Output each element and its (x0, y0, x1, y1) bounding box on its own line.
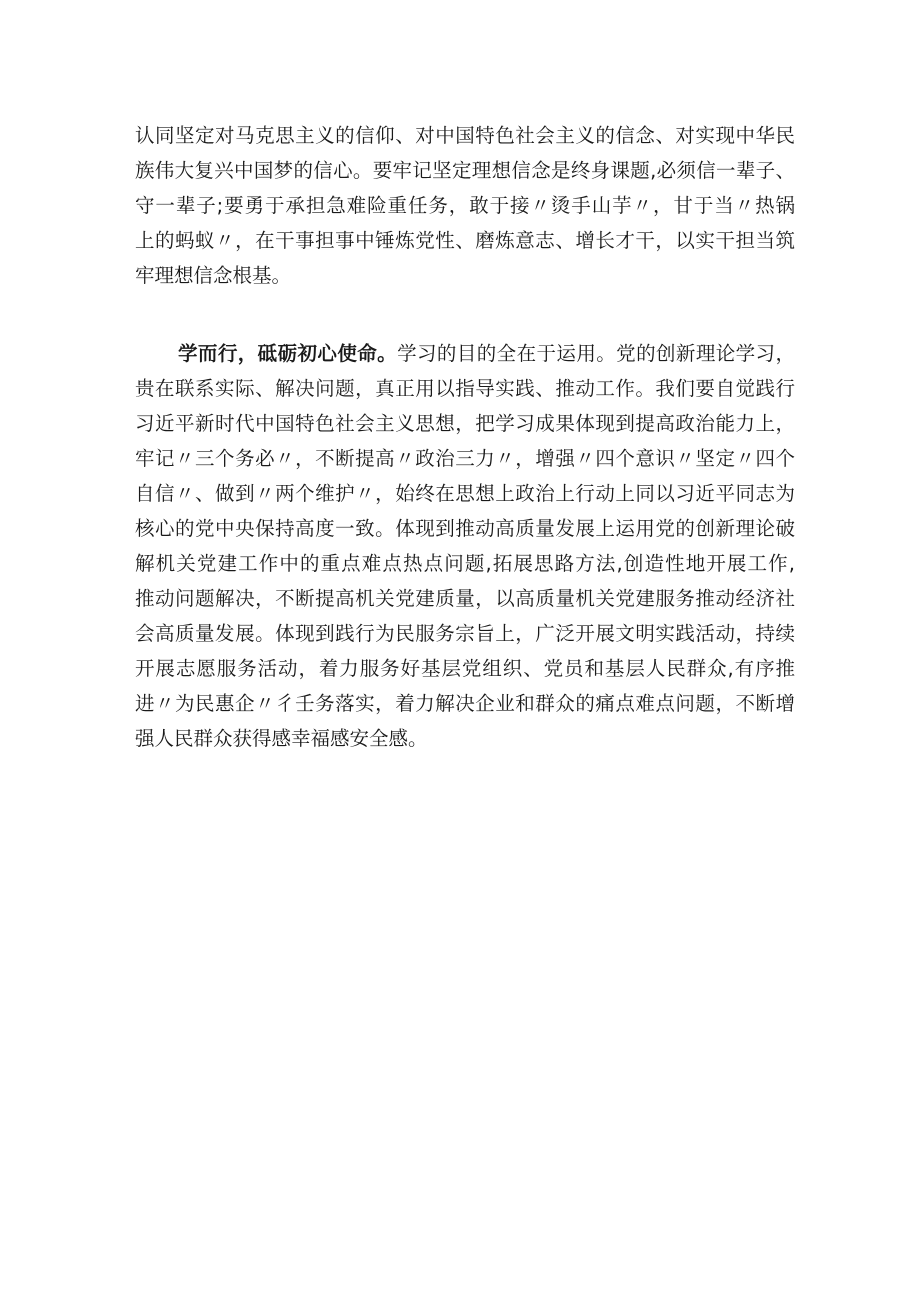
text-line: 自信〃、做到〃两个维护〃，始终在思想上政治上行动上同以习近平同志为 (135, 482, 795, 505)
text-line: 牢理想信念根基。 (135, 264, 292, 287)
text-line: 认同坚定对马克思主义的信仰、对中国特色社会主义的信念、对实现中华民 (135, 124, 795, 147)
text-line-rest: 学习的目的全在于运用。党的创新理论学习， (397, 342, 795, 365)
paragraph-heading: 学而行，砥砺初心使命。 (178, 342, 398, 365)
text-line: 会高质量发展。体现到践行为民服务宗旨上，广泛开展文明实践活动，持续 (135, 622, 795, 645)
text-line: 进〃为民惠企〃彳壬务落实，着力解决企业和群众的痛点难点问题，不断增 (135, 692, 795, 715)
text-line: 牢记〃三个务必〃，不断提高〃政治三力〃，增强〃四个意识〃坚定〃四个 (135, 447, 795, 470)
paragraph-practice (135, 336, 795, 756)
paragraph-ideals (135, 118, 795, 293)
text-line: 解机关党建工作中的重点难点热点问题,拓展思路方法,创造性地开展工作, (135, 552, 795, 575)
text-line: 习近平新时代中国特色社会主义思想，把学习成果体现到提高政治能力上， (135, 412, 795, 435)
text-line: 开展志愿服务活动，着力服务好基层党组织、党员和基层人民群众,有序推 (135, 657, 795, 680)
text-line: 上的蚂蚁〃，在干事担事中锤炼党性、磨炼意志、增长才干，以实干担当筑 (135, 229, 795, 252)
text-line-first (135, 336, 795, 371)
text-line: 贵在联系实际、解决问题，真正用以指导实践、推动工作。我们要自觉践行 (135, 377, 795, 400)
text-line: 族伟大复兴中国梦的信心。要牢记坚定理想信念是终身课题,必须信一辈子、 (135, 159, 795, 182)
text-line: 强人民群众获得感幸福感安全感。 (135, 727, 428, 750)
text-line: 守一辈子;要勇于承担急难险重任务，敢于接〃烫手山芋〃，甘于当〃热锅 (135, 194, 795, 217)
text-line: 推动问题解决，不断提高机关党建质量，以高质量机关党建服务推动经济社 (135, 587, 795, 610)
text-line: 核心的党中央保持高度一致。体现到推动高质量发展上运用党的创新理论破 (135, 517, 795, 540)
